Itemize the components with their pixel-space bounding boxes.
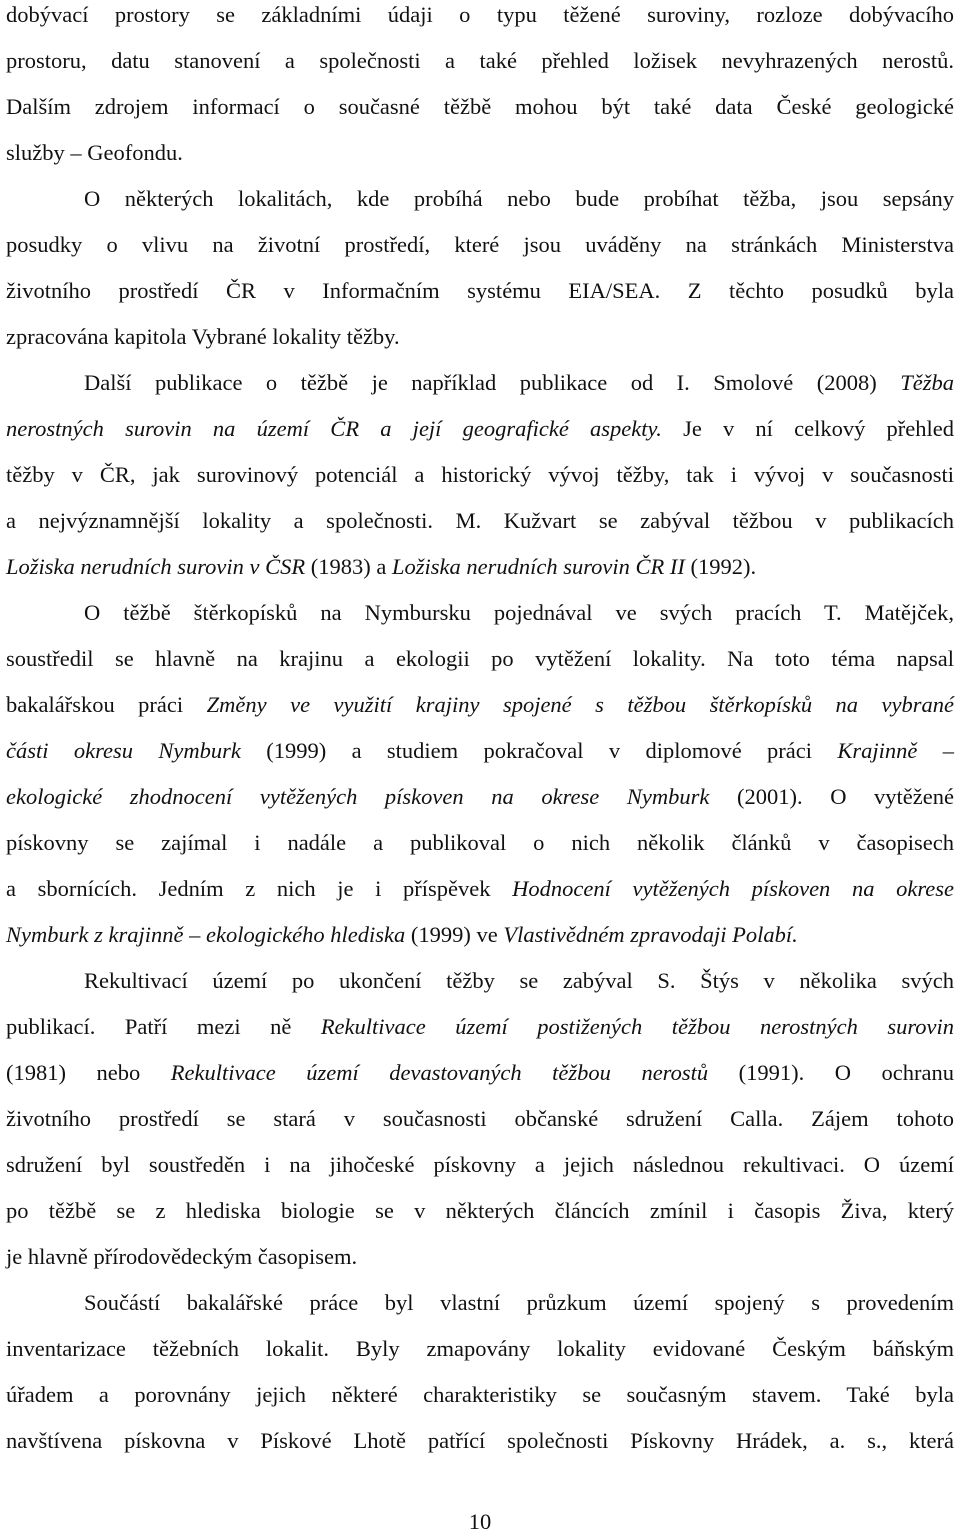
text-line [6,138,954,168]
italic-title: Rekultivace území devastovaných těžbou nerostů [170,1060,709,1085]
text-line [6,1196,954,1226]
text-line [6,460,954,490]
italic-title: Hodnocení vytěžených pískoven na okrese [512,876,954,901]
text-line [6,1058,954,1088]
text-run: Další publikace o těžbě je například publikace od I. Smolové (2008) [84,370,901,395]
text-line [6,644,954,674]
italic-title: Nymburk z krajinně – ekologického hlediska [6,922,406,947]
italic-title: Ložiska nerudních surovin v ČSR [6,554,306,579]
text-run: O těžbě štěrkopísků na Nymbursku pojednával ve svých pracích T. Matějček, [84,600,954,625]
text-line [6,0,954,30]
text-run: (1983) a [305,554,393,579]
page-number: 10 [468,1509,492,1534]
text-run: je hlavně přírodovědeckým časopisem. [6,1244,358,1269]
text-run: O některých lokalitách, kde probíhá nebo bude probíhat těžba, jsou sepsány [84,186,954,211]
text-run: po těžbě se z hlediska biologie se v některých článcích zmínil i časopis Živa, který [6,1198,954,1223]
text-line [6,966,954,996]
text-run: (1981) nebo [6,1060,171,1085]
italic-title: ekologické zhodnocení vytěžených pískoven na okrese Nymburk [6,784,710,809]
text-line [6,1288,954,1318]
text-run: dobývací prostory se základními údaji o typu těžené suroviny, rozloze dobývacího [6,2,954,27]
text-run: bakalářskou práci [6,692,207,717]
text-line [6,1242,954,1272]
text-run: těžby v ČR, jak surovinový potenciál a historický vývoj těžby, tak i vývoj v současnosti [6,462,954,487]
text-line [6,552,954,582]
text-run: (1999) ve [405,922,504,947]
text-run: a sbornících. Jedním z nich je i příspěvek [6,876,513,901]
text-run: životního prostředí se stará v současnosti občanské sdružení Calla. Zájem tohoto [6,1106,954,1131]
text-line [6,736,954,766]
text-run: posudky o vlivu na životní prostředí, které jsou uváděny na stránkách Ministerstva [6,232,954,257]
text-line [6,920,954,950]
text-line [6,1150,954,1180]
text-line [6,184,954,214]
text-run: (2001). O vytěžené [709,784,954,809]
text-line [6,1380,954,1410]
text-run: pískovny se zajímal i nadále a publikoval o nich několik článků v časopisech [6,830,954,855]
text-line [6,322,954,352]
italic-title: Změny ve využití krajiny spojené s těžbou štěrkopísků na vybrané [206,692,954,717]
text-line [6,230,954,260]
text-run: životního prostředí ČR v Informačním systému EIA/SEA. Z těchto posudků byla [6,278,954,303]
text-run: Rekultivací území po ukončení těžby se zabýval S. Štýs v několika svých [84,968,954,993]
text-run: prostoru, datu stanovení a společnosti a také přehled ložisek nevyhrazených nerostů. [6,48,954,73]
text-run: Součástí bakalářské práce byl vlastní průzkum území spojený s provedením [84,1290,954,1315]
text-line [6,1426,954,1456]
italic-title: Těžba [900,370,954,395]
text-line [6,782,954,812]
text-line [6,368,954,398]
text-run: úřadem a porovnány jejich některé charakteristiky se současným stavem. Také byla [6,1382,954,1407]
text-line [6,828,954,858]
text-line [6,1104,954,1134]
text-line [6,276,954,306]
text-line [6,414,954,444]
italic-title: Vlastivědném zpravodaji Polabí. [503,922,798,947]
text-run: a nejvýznamnější lokality a společnosti. M. Kužvart se zabýval těžbou v publikacích [6,508,954,533]
text-run: publikací. Patří mezi ně [6,1014,321,1039]
italic-title: nerostných surovin na území ČR a její geografické aspekty. [6,416,662,441]
text-run: (1991). O ochranu [708,1060,954,1085]
text-line [6,1334,954,1364]
text-run: sdružení byl soustředěn i na jihočeské pískovny a jejich následnou rekultivaci. O území [6,1152,954,1177]
italic-title: části okresu Nymburk [6,738,241,763]
text-line [6,92,954,122]
text-line [6,506,954,536]
text-run: (1999) a studiem pokračoval v diplomové práci [240,738,838,763]
text-line [6,598,954,628]
text-run: služby – Geofondu. [6,140,183,165]
text-line [6,690,954,720]
text-line [6,874,954,904]
italic-title: Ložiska nerudních surovin ČR II [392,554,685,579]
italic-title: Rekultivace území postižených těžbou nerostných surovin [320,1014,954,1039]
text-run: inventarizace těžebních lokalit. Byly zmapovány lokality evidované Českým báňským [6,1336,954,1361]
text-line [6,1012,954,1042]
text-run: soustředil se hlavně na krajinu a ekologii po vytěžení lokality. Na toto téma napsal [6,646,954,671]
text-run: Dalším zdrojem informací o současné těžbě mohou být také data České geologické [6,94,954,119]
italic-title: Krajinně – [837,738,954,763]
text-run: navštívena pískovna v Pískové Lhotě patřící společnosti Pískovny Hrádek, a. s., která [6,1428,954,1453]
text-run: Je v ní celkový přehled [661,416,955,441]
text-line [6,46,954,76]
text-run: zpracována kapitola Vybrané lokality těžby. [6,324,400,349]
text-run: (1992). [684,554,757,579]
